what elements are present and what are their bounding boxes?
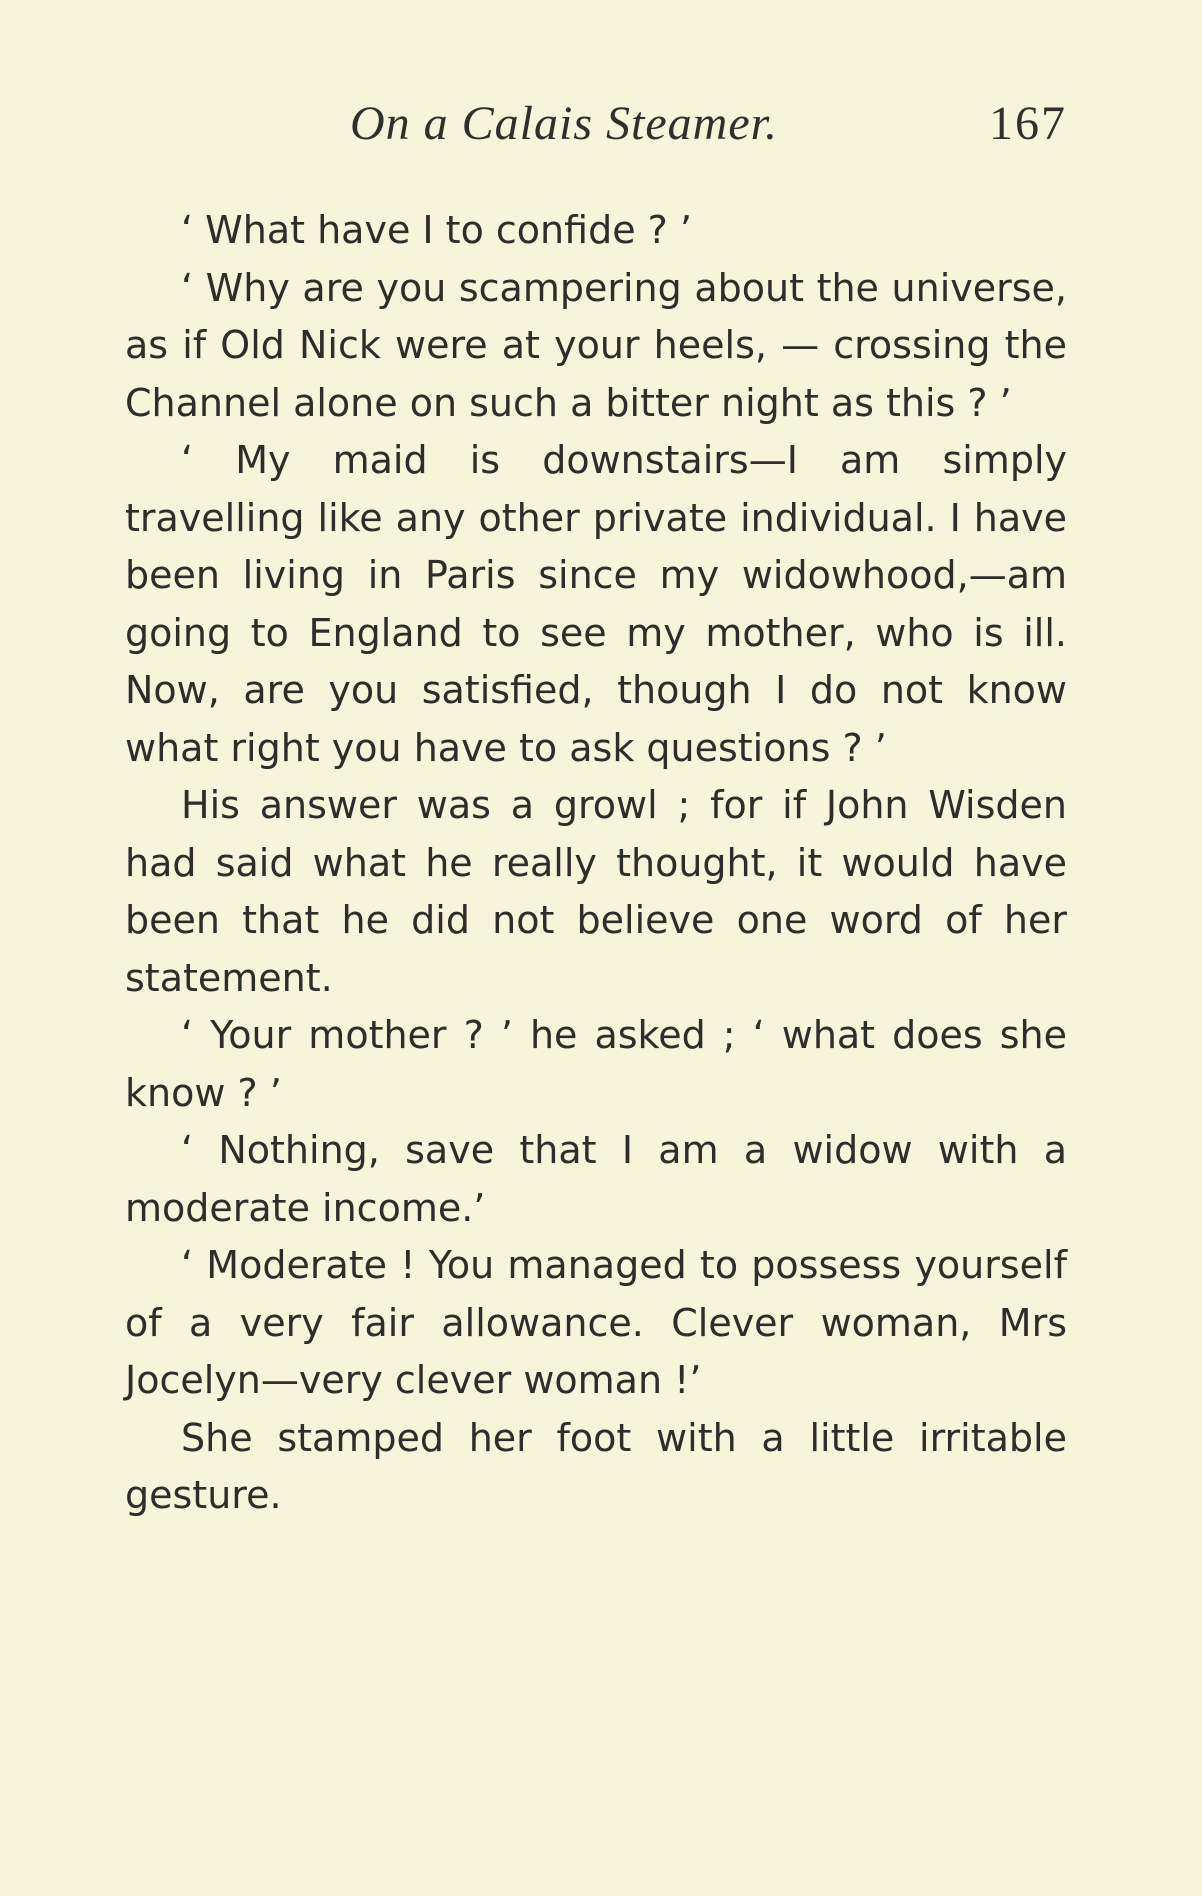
paragraph-1: ‘ What have I to confide ? ’ — [181, 208, 692, 252]
paragraph-6: ‘ Nothing, save that I am a widow with a moderate income.’ — [125, 1128, 1067, 1230]
paragraph-4: His answer was a growl ; for if John Wisden had said what he really thought, it would have been that he did not believe one word of her statement. — [125, 783, 1067, 1000]
paragraph-2: ‘ Why are you scampering about the universe, as if Old Nick were at your heels, — crossing the Channel alone on such a bitter night as this ? ’ — [125, 265, 1067, 425]
body-text — [125, 202, 1067, 1525]
paragraph-3: ‘ My maid is downstairs—I am simply travelling like any other private individual. I have been living in Paris since my widowhood,—am going to England to see my mother, who is ill. Now, are you satisfied, though I do not know what right you have to ask questions ? ’ — [125, 438, 1067, 770]
paragraph-7: ‘ Moderate ! You managed to possess yourself of a very fair allowance. Clever woman, Mrs Jocelyn—very clever woman !’ — [125, 1243, 1067, 1402]
running-head — [125, 96, 1067, 156]
paragraph-5: ‘ Your mother ? ’ he asked ; ‘ what does she know ? ’ — [125, 1013, 1067, 1115]
paragraph-8: She stamped her foot with a little irritable gesture. — [125, 1415, 1067, 1517]
running-title: On a Calais Steamer. — [350, 97, 778, 150]
page-number: 167 — [989, 97, 1067, 150]
